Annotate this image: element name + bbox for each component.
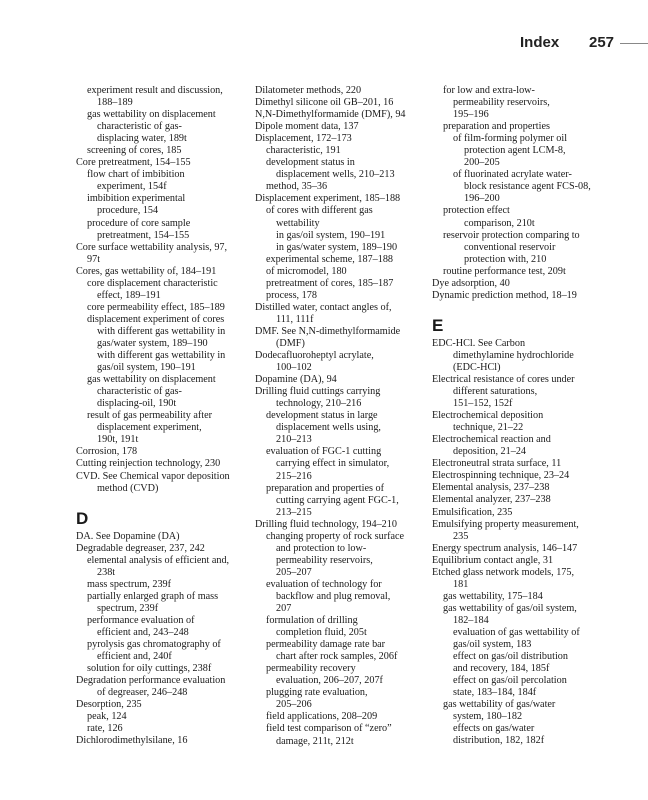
index-entry: Emulsification, 235	[432, 506, 513, 518]
index-entry: evaluation of gas wettability of	[453, 626, 580, 638]
index-entry: Dimethyl silicone oil GB–201, 16	[255, 97, 394, 109]
index-entry: technology, 210–216	[276, 398, 362, 410]
index-entry: permeability reservoirs,	[276, 554, 373, 566]
index-entry: 205–207	[276, 566, 312, 578]
index-entry: effect on gas/oil distribution	[453, 651, 568, 663]
index-entry: Dodecafluoroheptyl acrylate,	[255, 350, 374, 362]
index-entry: system, 180–182	[453, 711, 523, 723]
index-entry: technique, 21–22	[453, 422, 524, 434]
index-entry: spectrum, 239f	[97, 602, 159, 614]
index-entry: Corrosion, 178	[76, 446, 138, 458]
index-entry: 196–200	[464, 193, 500, 205]
index-entry: carrying effect in simulator,	[276, 458, 390, 470]
index-entry: with different gas wettability in	[97, 350, 226, 362]
index-entry: of cores with different gas	[266, 205, 373, 217]
index-entry: development status in	[266, 157, 355, 169]
index-entry: damage, 211t, 212t	[276, 735, 354, 747]
index-entry: experiment, 154f	[97, 181, 167, 193]
index-entry: elemental analysis of efficient and,	[87, 554, 230, 566]
index-entry: 195–196	[453, 109, 489, 121]
index-entry: result of gas permeability after	[87, 410, 213, 422]
index-entry: conventional reservoir	[464, 241, 556, 253]
index-column-2	[255, 85, 425, 748]
index-entry: Dichlorodimethylsilane, 16	[76, 735, 188, 747]
index-entry: Equilibrium contact angle, 31	[432, 554, 554, 566]
index-entry: flow chart of imbibition	[87, 169, 185, 181]
index-entry: 111, 111f	[276, 313, 314, 325]
index-entry: Distilled water, contact angles of,	[255, 301, 392, 313]
index-entry: distribution, 182, 182f	[453, 735, 545, 747]
index-entry: 188–189	[97, 97, 133, 109]
index-entry: 238t	[97, 566, 116, 578]
index-entry: process, 178	[266, 289, 317, 301]
index-entry: Dilatometer methods, 220	[255, 85, 362, 96]
index-entry: 205–206	[276, 699, 312, 711]
index-column-3	[432, 85, 604, 747]
index-entry: 210–213	[276, 434, 312, 446]
index-entry: efficient and, 243–248	[97, 626, 189, 638]
index-entry: 190t, 191t	[97, 434, 139, 446]
index-entry: gas/oil system, 183	[453, 639, 532, 651]
index-entry: 182–184	[453, 614, 489, 626]
index-column-1	[76, 85, 248, 747]
index-entry: Emulsifying property measurement,	[432, 518, 579, 530]
index-entry: Etched glass network models, 175,	[432, 566, 575, 578]
index-entry: wettability	[276, 217, 320, 229]
index-entry: 181	[453, 578, 469, 590]
index-entry: Drilling fluid technology, 194–210	[255, 518, 397, 530]
index-entry: DA. See Dopamine (DA)	[76, 530, 180, 542]
index-entry: gas wettability, 175–184	[443, 590, 543, 602]
index-entry: permeability reservoirs,	[453, 97, 550, 109]
index-entry: characteristic, 191	[266, 145, 341, 157]
index-entry: dimethylamine hydrochloride	[453, 349, 574, 361]
index-entry: Elemental analysis, 237–238	[432, 482, 550, 494]
index-entry: Dopamine (DA), 94	[255, 374, 337, 386]
index-entry: gas/water system, 189–190	[97, 337, 208, 349]
index-entry: block resistance agent FCS-08,	[464, 181, 591, 193]
index-entry: of fluorinated acrylate water-	[453, 169, 572, 181]
index-entry: with different gas wettability in	[97, 325, 226, 337]
index-entry: changing property of rock surface	[266, 530, 405, 542]
index-entry: routine performance test, 209t	[443, 265, 566, 277]
index-entry: evaluation of technology for	[266, 578, 382, 590]
index-entry: of degreaser, 246–248	[97, 687, 188, 699]
index-entry: gas wettability of gas/water	[443, 699, 556, 711]
index-entry: 200–205	[464, 157, 500, 169]
index-entry: 215–216	[276, 470, 312, 482]
index-entry: characteristic of gas-	[97, 121, 182, 133]
index-entry: displacement experiment of cores	[87, 313, 225, 325]
index-entry: 235	[453, 530, 469, 542]
index-entry: rate, 126	[87, 723, 123, 735]
index-entry: experimental scheme, 187–188	[266, 253, 394, 265]
index-entry: Degradable degreaser, 237, 242	[76, 542, 205, 554]
index-entry: pretreatment, 154–155	[97, 229, 190, 241]
index-entry: and protection to low-	[276, 542, 367, 554]
index-entry: of film-forming polymer oil	[453, 133, 568, 145]
index-entry: procedure, 154	[97, 205, 159, 217]
index-entry: Electrical resistance of cores under	[432, 373, 575, 385]
index-entry: pretreatment of cores, 185–187	[266, 277, 394, 289]
index-entry: Cutting reinjection technology, 230	[76, 458, 221, 470]
index-entry: protection effect	[443, 205, 510, 217]
index-entry: gas wettability of gas/oil system,	[443, 602, 577, 614]
index-entry: cutting carrying agent FGC-1,	[276, 494, 399, 506]
index-entry: 207	[276, 603, 292, 615]
index-entry: deposition, 21–24	[453, 446, 527, 458]
index-entry: DMF. See N,N-dimethylformamide	[255, 325, 401, 337]
index-entry: N,N-Dimethylformamide (DMF), 94	[255, 109, 406, 121]
index-entry: peak, 124	[87, 711, 127, 723]
index-entry: core permeability effect, 185–189	[87, 301, 225, 313]
index-entry: Electroneutral strata surface, 11	[432, 458, 562, 470]
index-entry: state, 183–184, 184f	[453, 687, 537, 699]
index-entry: Dipole moment data, 137	[255, 121, 359, 133]
index-entry: displacement wells, 210–213	[276, 169, 395, 181]
index-entry: evaluation, 206–207, 207f	[276, 675, 383, 687]
section-letter: E	[432, 315, 444, 335]
index-entry: permeability damage rate bar	[266, 639, 386, 651]
index-entry: comparison, 210t	[464, 217, 535, 229]
index-entry: field test comparison of “zero”	[266, 723, 392, 735]
index-entry: method, 35–36	[266, 181, 328, 193]
index-entry: preparation and properties of	[266, 482, 384, 494]
index-entry: evaluation of FGC-1 cutting	[266, 446, 382, 458]
index-entry: 151–152, 152f	[453, 398, 513, 410]
index-entry: experiment result and discussion,	[87, 85, 223, 96]
index-entry: Dye adsorption, 40	[432, 277, 510, 289]
index-entry: displacement experiment,	[97, 422, 202, 434]
index-entry: (EDC-HCl)	[453, 361, 501, 373]
index-entry: different saturations,	[453, 386, 538, 398]
index-entry: for low and extra-low-	[443, 85, 535, 96]
index-entry: in gas/water system, 189–190	[276, 241, 398, 253]
index-entry: efficient and, 240f	[97, 651, 172, 663]
index-entry: Energy spectrum analysis, 146–147	[432, 542, 578, 554]
index-entry: 100–102	[276, 362, 312, 374]
index-entry: of micromodel, 180	[266, 265, 347, 277]
index-entry: displacing-oil, 190t	[97, 398, 177, 410]
index-entry: procedure of core sample	[87, 217, 191, 229]
index-entry: core displacement characteristic	[87, 277, 218, 289]
index-entry: effect, 189–191	[97, 289, 161, 301]
index-entry: protection agent LCM-8,	[464, 145, 566, 157]
index-entry: and recovery, 184, 185f	[453, 663, 550, 675]
index-entry: 97t	[87, 253, 101, 265]
index-entry: solution for oily cuttings, 238f	[87, 663, 212, 675]
index-entry: Dynamic prediction method, 18–19	[432, 289, 577, 301]
index-entry: CVD. See Chemical vapor deposition	[76, 470, 230, 482]
index-entry: Displacement, 172–173	[255, 133, 352, 145]
index-entry: effects on gas/water	[453, 723, 535, 735]
index-entry: preparation and properties	[443, 121, 550, 133]
index-entry: 213–215	[276, 506, 312, 518]
index-entry: method (CVD)	[97, 482, 159, 494]
index-entry: (DMF)	[276, 337, 305, 349]
index-entry: partially enlarged graph of mass	[87, 590, 219, 602]
index-entry: mass spectrum, 239f	[87, 578, 172, 590]
index-entry: permeability recovery	[266, 663, 356, 675]
index-entry: formulation of drilling	[266, 615, 358, 627]
index-entry: Core pretreatment, 154–155	[76, 157, 191, 169]
index-entry: characteristic of gas-	[97, 386, 182, 398]
index-entry: screening of cores, 185	[87, 145, 182, 157]
index-entry: chart after rock samples, 206f	[276, 651, 398, 663]
index-entry: Degradation performance evaluation	[76, 675, 226, 687]
index-entry: backflow and plug removal,	[276, 590, 391, 602]
index-entry: Displacement experiment, 185–188	[255, 193, 401, 205]
index-entry: gas/oil system, 190–191	[97, 362, 196, 374]
page-number: 257	[589, 34, 615, 51]
index-entry: gas wettability on displacement	[87, 374, 216, 386]
index-entry: effect on gas/oil percolation	[453, 675, 567, 687]
section-letter: D	[76, 508, 89, 528]
index-entry: Elemental analyzer, 237–238	[432, 494, 551, 506]
index-entry: protection with, 210	[464, 253, 547, 265]
index-entry: reservoir protection comparing to	[443, 229, 580, 241]
index-entry: Drilling fluid cuttings carrying	[255, 386, 381, 398]
header-rule	[620, 43, 648, 44]
index-entry: Electrochemical deposition	[432, 410, 544, 422]
index-entry: displacing water, 189t	[97, 133, 187, 145]
index-entry: Electrochemical reaction and	[432, 434, 551, 446]
index-entry: imbibition experimental	[87, 193, 186, 205]
index-entry: Electrospinning technique, 23–24	[432, 470, 570, 482]
running-header-title: Index	[520, 34, 560, 51]
index-entry: in gas/oil system, 190–191	[276, 229, 386, 241]
index-entry: pyrolysis gas chromatography of	[87, 639, 221, 651]
index-entry: gas wettability on displacement	[87, 109, 216, 121]
index-entry: development status in large	[266, 410, 378, 422]
index-entry: displacement wells using,	[276, 422, 381, 434]
index-entry: Desorption, 235	[76, 699, 142, 711]
index-entry: EDC-HCl. See Carbon	[432, 337, 526, 349]
index-entry: completion fluid, 205t	[276, 627, 367, 639]
index-entry: plugging rate evaluation,	[266, 687, 368, 699]
index-entry: field applications, 208–209	[266, 711, 378, 723]
index-entry: Cores, gas wettability of, 184–191	[76, 265, 217, 277]
index-entry: Core surface wettability analysis, 97,	[76, 241, 228, 253]
index-entry: performance evaluation of	[87, 614, 195, 626]
